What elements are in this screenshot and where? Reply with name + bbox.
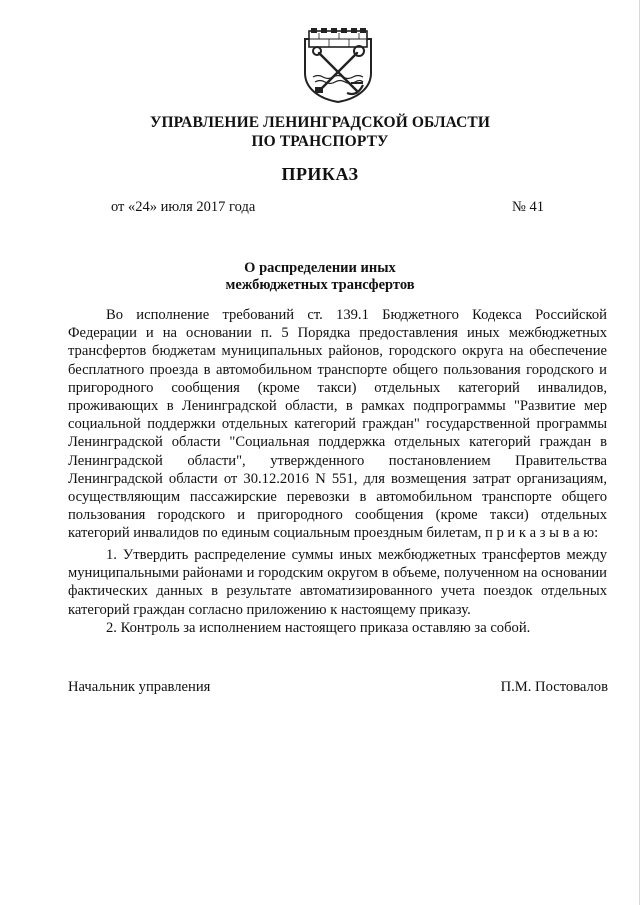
document-date: от «24» июля 2017 года	[111, 199, 256, 215]
order-item-1: 1. Утвердить распределение суммы иных межбюджетных трансфертов между муниципальными районами и городским округом в объеме, полученном на основании фактических данных в результате автоматизированного учета поездок отдельных категорий граждан согласно приложению к настоящему приказу.	[68, 547, 607, 618]
document-number: № 41	[512, 199, 544, 215]
subject-line1: О распределении иных	[244, 260, 396, 276]
signatory-name: П.М. Постовалов	[500, 679, 608, 695]
leningrad-oblast-coat-of-arms-icon	[301, 27, 375, 103]
organization-name-line1: УПРАВЛЕНИЕ ЛЕНИНГРАДСКОЙ ОБЛАСТИ	[149, 114, 491, 131]
subject-line2: межбюджетных трансфертов	[225, 277, 415, 293]
document-type-title: ПРИКАЗ	[281, 164, 359, 184]
order-item-2: 2. Контроль за исполнением настоящего приказа оставляю за собой.	[106, 620, 531, 636]
signatory-title: Начальник управления	[68, 679, 211, 695]
preamble-paragraph: Во исполнение требований ст. 139.1 Бюджетного Кодекса Российской Федерации и на основании п. 5 Порядка предоставления иных межбюджетных трансфертов бюджетам муниципальных районов, городского округа на обеспечение бесплатного проезда в автомобильном транспорте общего пользования городского и пригородного сообщения (кроме такси) отдельных категорий инвалидов, проживающих в Ленинградской области, в рамках подпрограммы "Развитие мер социальной поддержки отдельных категорий граждан" государственной программы Ленинградской области "Социальная поддержка отдельных категорий граждан в Ленинградской области", утвержденного постановлением Правительства Ленинградской области от 30.12.2016 N 551, для возмещения затрат организациям, осуществляющим пассажирские перевозки в автомобильном транспорте общего пользования городского и пригородного сообщения (кроме такси) отдельных категорий инвалидов по единым социальным проездным билетам, п р и к а з ы в а ю:	[68, 307, 607, 542]
organization-name-line2: ПО ТРАНСПОРТУ	[251, 133, 389, 150]
